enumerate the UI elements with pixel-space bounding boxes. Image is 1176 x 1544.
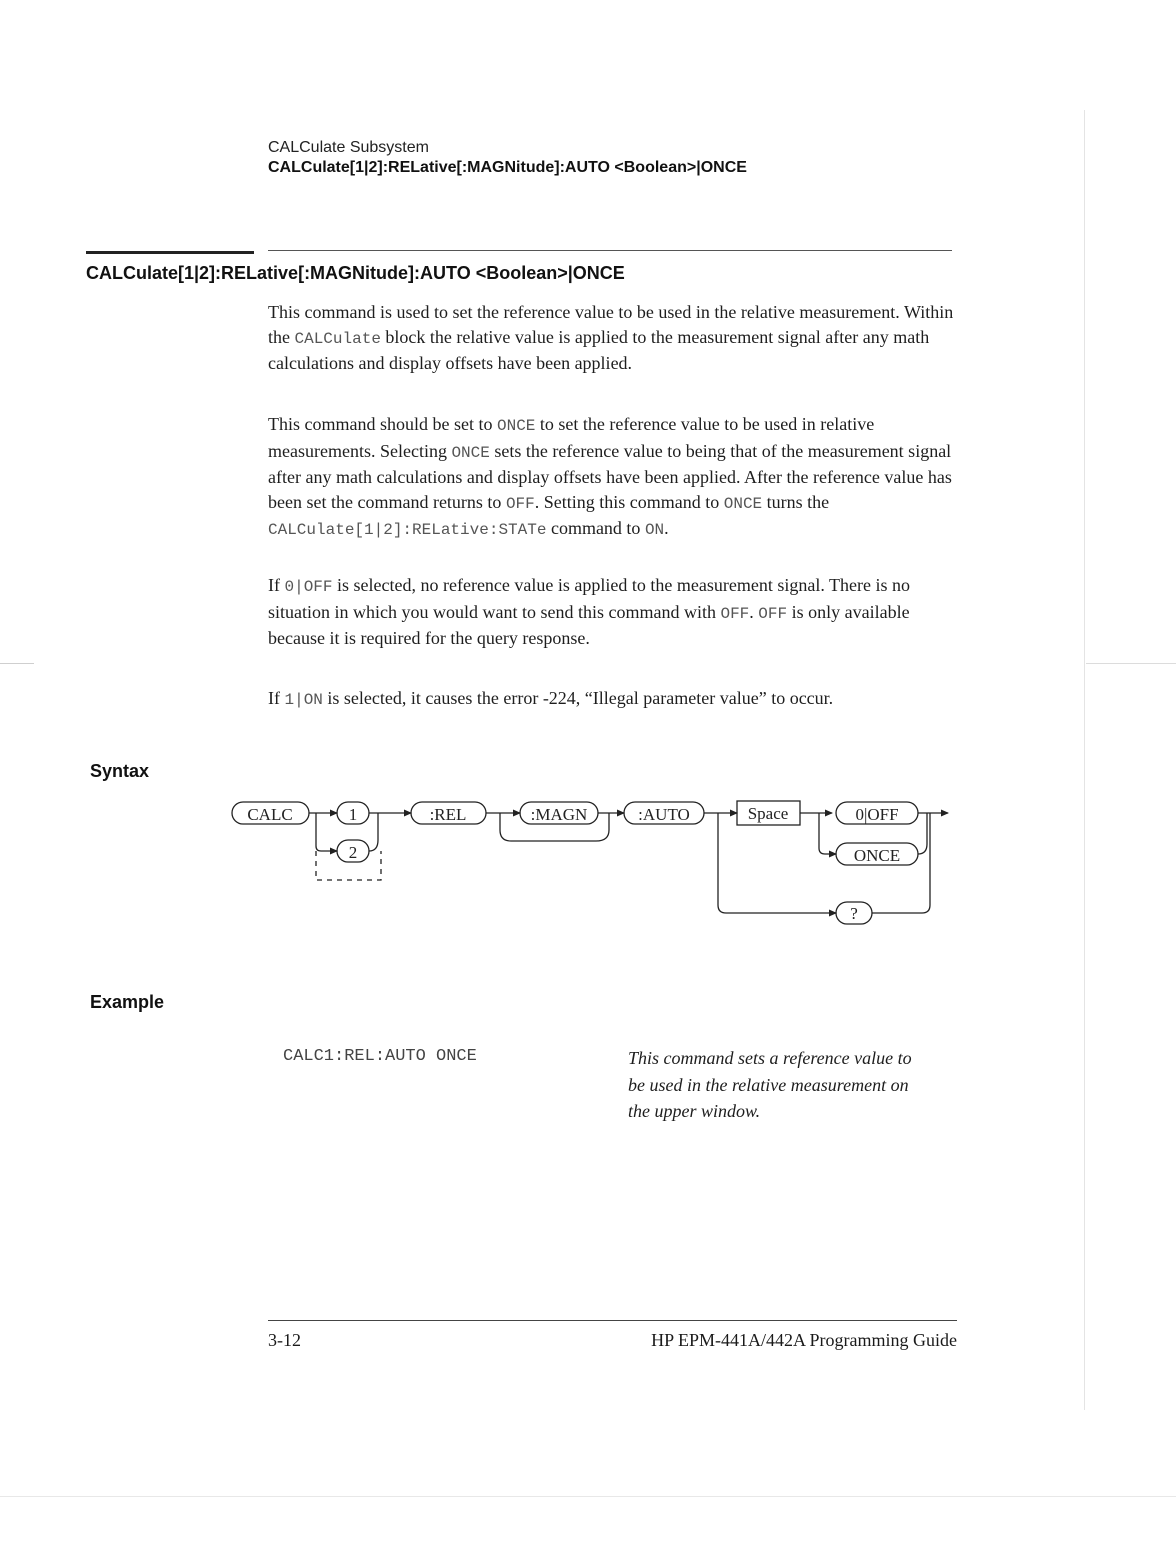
syntax-once-label: ONCE xyxy=(853,846,901,865)
command-heading: CALCulate[1|2]:RELative[:MAGNitude]:AUTO <Boolean>|ONCE xyxy=(86,263,625,283)
description-paragraph-4: If 1|ON is selected, it causes the error -224, “Illegal parameter value” to occur. xyxy=(268,688,834,709)
example-code: CALC1:REL:AUTO ONCE xyxy=(283,1047,477,1066)
syntax-opt2-label: 2 xyxy=(348,843,358,862)
syntax-space-label: Space xyxy=(747,804,789,823)
syntax-opt1-label: 1 xyxy=(348,805,358,824)
running-header-section: CALCulate Subsystem xyxy=(268,139,429,156)
syntax-query-label: ? xyxy=(850,904,858,923)
running-header-command: CALCulate[1|2]:RELative[:MAGNitude]:AUTO <Boolean>|ONCE xyxy=(268,159,747,176)
syntax-auto-label: :AUTO xyxy=(638,805,690,824)
footer-title: HP EPM-441A/442A Programming Guide xyxy=(651,1330,957,1350)
description-paragraph-3: If 0|OFF is selected, no reference value is applied to the measurement signal. There is no situation in which you would want to send this command with OFF. OFF is only available because it is required for the query response. xyxy=(268,575,910,648)
syntax-label: Syntax xyxy=(90,761,150,781)
example-label: Example xyxy=(90,992,165,1012)
syntax-rel-label: :REL xyxy=(429,805,467,824)
example-description: This command sets a reference value to be used in the relative measurement on the upper window. xyxy=(628,1048,912,1121)
syntax-magn-label: :MAGN xyxy=(530,805,588,824)
description-paragraph-2: This command should be set to ONCE to set the reference value to be used in relative measurements. Selecting ONCE sets the reference value to being that of the measurement signal after any math calculations and display offsets have been applied. After the reference value has been set the command returns to OFF. Setting this command to ONCE turns the CALCulate[1|2]:RELative:STATe command to ON. xyxy=(268,414,952,539)
syntax-calc-label: CALC xyxy=(247,805,293,824)
scan-bottom-line xyxy=(0,1496,1176,1497)
syntax-off-label: 0|OFF xyxy=(855,805,899,824)
footer-page-number: 3-12 xyxy=(268,1330,301,1350)
footer-rule xyxy=(268,1320,957,1321)
description-paragraph-1: This command is used to set the reference value to be used in the relative measurement. Within the CALCulate block the relative value is applied to the measurement signal after any math calculations and display offsets have been applied. xyxy=(268,302,954,373)
